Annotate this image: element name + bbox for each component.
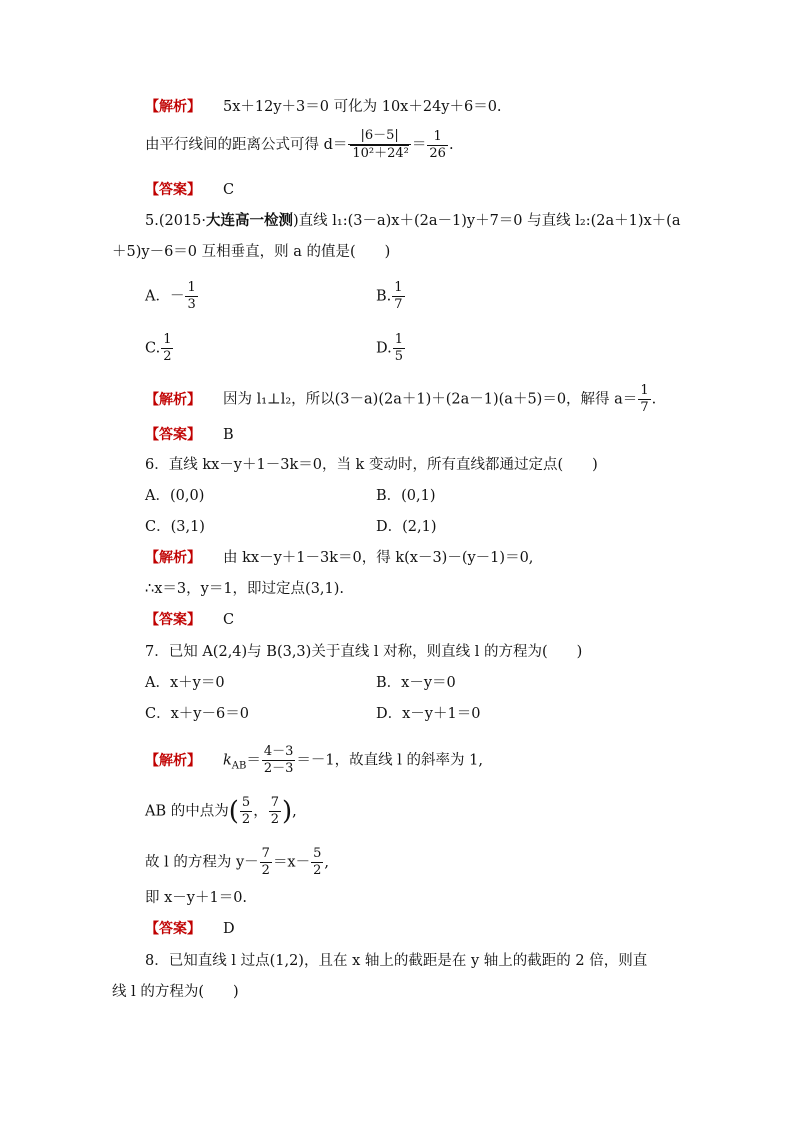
q8-stem-line1: 8．已知直线 l 过点(1,2)，且在 x 轴上的截距是在 y 轴上的截距的 2 倍，则直 bbox=[145, 953, 648, 969]
q7-solution-line1: 【解析】 $k_{AB}=$ $\frac{4-3}{2-3}$ ＝－1，故直线 l 的斜率为 1, bbox=[145, 744, 483, 776]
q5-option-c: C. $\frac{1}{2}$ bbox=[145, 332, 172, 364]
q5-option-a: A．－ $\frac{1}{3}$ bbox=[145, 280, 196, 312]
q5-option-b: B. $\frac{1}{7}$ bbox=[376, 280, 403, 312]
q7-option-a: A．x＋y＝0 bbox=[145, 675, 225, 691]
q6-solution-line2: ∴x＝3，y＝1，即过定点(3,1). bbox=[145, 581, 345, 597]
q6-option-d: D．(2,1) bbox=[376, 519, 437, 535]
daan-label: 【答案】 bbox=[145, 182, 201, 198]
result-fraction: $\frac{1}{26}$ bbox=[429, 128, 446, 161]
q7-solution-line3: 故 l 的方程为 y－ $\frac{7}{2}$ ＝x－ $\frac{5}{2}$ , bbox=[145, 846, 330, 878]
q4-answer: 【答案】 C bbox=[145, 182, 235, 198]
q7-solution-line4: 即 x－y＋1＝0. bbox=[145, 890, 248, 906]
q4-solution-line2: 由平行线间的距离公式可得 d＝ $\frac{|6-5|}{\text{10²＋24²}}$ ＝ $\frac{1}{26}$ . bbox=[145, 128, 454, 161]
q5-answer: 【答案】 B bbox=[145, 427, 234, 443]
q7-stem: 7．已知 A(2,4)与 B(3,3)关于直线 l 对称，则直线 l 的方程为( ) bbox=[145, 644, 583, 660]
q6-stem: 6．直线 kx－y＋1－3k＝0，当 k 变动时，所有直线都通过定点( ) bbox=[145, 457, 598, 473]
q6-answer: 【答案】 C bbox=[145, 612, 235, 628]
distance-fraction: $\frac{|6-5|}{\text{10²＋24²}}$ bbox=[348, 128, 411, 162]
q5-option-d: D. $\frac{1}{5}$ bbox=[376, 332, 403, 364]
q5-solution: 【解析】 因为 l₁⊥l₂，所以(3－a)(2a＋1)＋(2a－1)(a＋5)＝0，解得 a＝ $\frac{1}{7}$ . bbox=[145, 383, 657, 415]
jiexi-label: 【解析】 bbox=[145, 99, 201, 115]
q7-option-c: C．x＋y－6＝0 bbox=[145, 706, 249, 722]
q6-option-a: A．(0,0) bbox=[145, 488, 205, 504]
q4-solution-line1: 【解析】 5x＋12y＋3＝0 可化为 10x＋24y＋6＝0. bbox=[145, 99, 502, 115]
q8-stem-line2: 线 l 的方程为( ) bbox=[112, 984, 239, 1000]
q6-option-c: C．(3,1) bbox=[145, 519, 205, 535]
q5-stem-line2: ＋5)y－6＝0 互相垂直，则 a 的值是( ) bbox=[112, 244, 391, 260]
q5-stem-line1: 5.(2015·大连高一检测)直线 l₁:(3－a)x＋(2a－1)y＋7＝0 与直线 l₂:(2a＋1)x＋(a bbox=[145, 213, 681, 229]
q6-option-b: B．(0,1) bbox=[376, 488, 436, 504]
q7-solution-line2: AB 的中点为( $\frac{5}{2}$ ， $\frac{7}{2}$ ), bbox=[145, 795, 297, 827]
q7-answer: 【答案】 D bbox=[145, 921, 235, 937]
q7-option-b: B．x－y＝0 bbox=[376, 675, 456, 691]
q7-option-d: D．x－y＋1＝0 bbox=[376, 706, 481, 722]
q6-solution-line1: 【解析】 由 kx－y＋1－3k＝0，得 k(x－3)－(y－1)＝0, bbox=[145, 550, 534, 566]
